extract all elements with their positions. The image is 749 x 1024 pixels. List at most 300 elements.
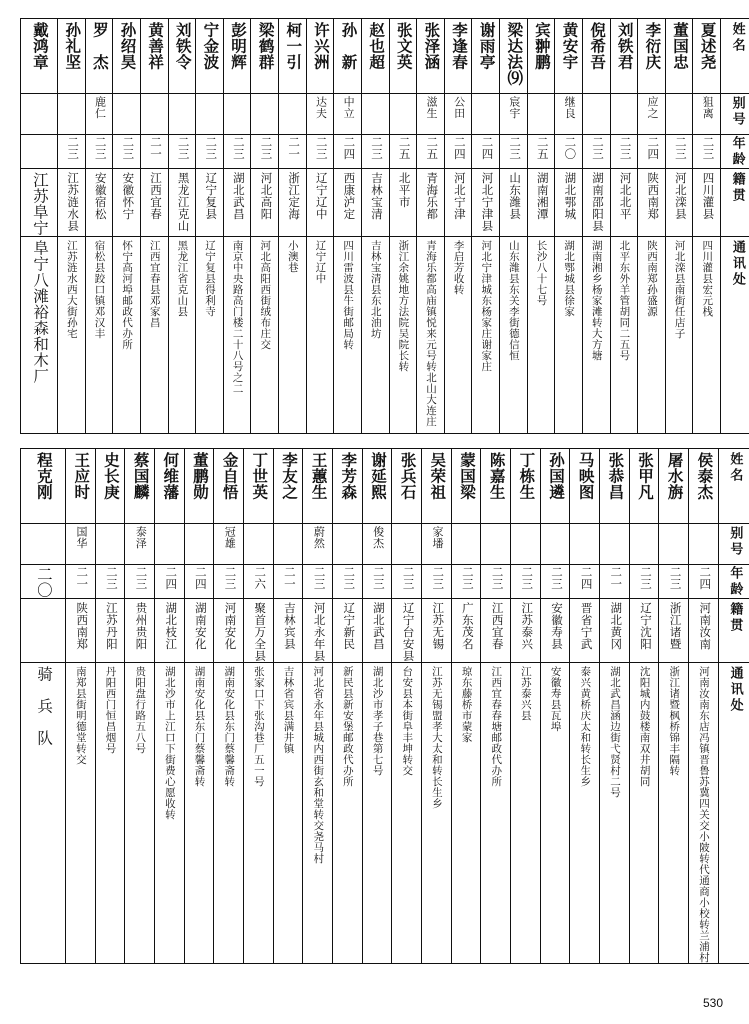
roster-cell-alias: [481, 524, 511, 565]
roster-cell-origin: [362, 599, 392, 663]
roster-cell-age: [155, 565, 185, 599]
roster-cell-origin: [273, 599, 303, 663]
roster-cell-origin: [511, 599, 541, 663]
roster-table-1: [20, 18, 749, 434]
roster-origin-text: 吉林宾县: [282, 602, 295, 650]
roster-name-text: 蔡国麟: [131, 452, 149, 500]
roster-row-origin: [21, 599, 749, 663]
roster-cell-alias: [303, 524, 333, 565]
roster-cell-name: [600, 449, 630, 524]
roster-cell-origin: [444, 169, 472, 237]
roster-address-text: 江苏涟水西大街孙宅: [65, 240, 77, 339]
roster-cell-address: [113, 237, 141, 434]
roster-origin-text: 山东潍县: [508, 172, 521, 220]
roster-cell-age: [444, 135, 472, 169]
roster-cell-age: [472, 135, 500, 169]
roster-cell-address: [279, 237, 307, 434]
roster-cell-origin: [610, 169, 638, 237]
roster-cell-age: [422, 565, 452, 599]
roster-origin-text: 湖北鄂城: [563, 172, 576, 220]
roster-origin-text: 河北滦县: [673, 172, 686, 220]
roster-cell-alias: [273, 524, 303, 565]
roster-age-text: 二三: [668, 566, 681, 590]
column-header-label: 年龄: [730, 136, 746, 168]
roster-address-text: 青海乐都高庙镇悦来元号转北山大连庄: [424, 240, 436, 427]
roster-cell-address: [244, 663, 274, 964]
roster-age-text: 二三: [223, 566, 236, 590]
roster-cell-age: [451, 565, 481, 599]
roster-name-text: 马映图: [576, 452, 594, 500]
roster-cell-address: [500, 237, 528, 434]
roster-address-text: 河北宁津城东杨家庄谢家庄: [480, 240, 492, 372]
roster-cell-origin: [214, 599, 244, 663]
roster-cell-name: [659, 449, 689, 524]
roster-cell-origin: [638, 169, 666, 237]
roster-cell-alias: [689, 524, 719, 565]
roster-name-text: 张文英: [394, 22, 412, 70]
roster-cell-name: [113, 19, 141, 94]
roster-cell-alias: [417, 94, 445, 135]
roster-cell-address: [481, 663, 511, 964]
roster-origin-text: 江苏丹阳: [104, 602, 117, 650]
column-header-label: 别号: [728, 526, 744, 558]
roster-address-text: 怀宁高河埠邮政代办所: [121, 240, 133, 350]
roster-cell-age: [334, 135, 362, 169]
roster-address-text: 浙江诸暨枫桥锦丰隔转: [668, 666, 680, 776]
roster-name-text: 许兴洲: [311, 22, 329, 70]
roster-age-text: 二三: [701, 136, 714, 160]
roster-cell-address: [527, 237, 555, 434]
roster-age-text: 二三: [204, 136, 217, 160]
roster-origin-text: 湖北武昌: [371, 602, 384, 650]
roster-cell-name: [392, 449, 422, 524]
roster-cell-address: [273, 663, 303, 964]
roster-alias-text: 滋生: [425, 96, 438, 119]
roster-cell-address: [184, 663, 214, 964]
roster-cell-name: [214, 449, 244, 524]
roster-row-alias: [21, 94, 749, 135]
roster-name-text: 何维藩: [161, 452, 179, 500]
roster-origin-text: 湖北黄冈: [609, 602, 622, 650]
roster-address-text: 吉林省宾县满井镇: [282, 666, 294, 754]
roster-address-text: 河南汝南东店冯镇晋鲁苏冀四关交小陂转代通商小校转兰浦村: [697, 666, 709, 963]
roster-origin-text: 广东茂名: [460, 602, 473, 650]
roster-name-text: 李衍庆: [643, 22, 661, 70]
roster-cell-address: [555, 237, 583, 434]
roster-cell-origin: [244, 599, 274, 663]
column-header-age: [718, 565, 749, 599]
roster-name-text: 孙 新: [339, 22, 357, 70]
roster-cell-origin: [555, 169, 583, 237]
roster-cell-alias: [570, 524, 600, 565]
roster-cell-age: [21, 135, 58, 169]
roster-cell-age: [21, 565, 66, 599]
roster-row-address: [21, 237, 749, 434]
roster-name-text: 董国忠: [670, 22, 688, 70]
roster-address-text: 李启芳收转: [452, 240, 464, 295]
roster-name-text: 丁栋生: [517, 452, 535, 500]
roster-cell-age: [600, 565, 630, 599]
roster-name-text: 金自悟: [220, 452, 238, 500]
roster-cell-alias: [540, 524, 570, 565]
roster-cell-name: [389, 19, 417, 94]
roster-alias-text: 狙离: [701, 96, 714, 119]
roster-cell-name: [472, 19, 500, 94]
roster-cell-alias: [184, 524, 214, 565]
roster-origin-text: 辽宁辽中: [314, 172, 327, 220]
column-header-label: 通讯处: [730, 240, 746, 288]
roster-name-text: 罗 杰: [90, 22, 108, 70]
roster-cell-age: [540, 565, 570, 599]
roster-address-text: 张家口下张沟巷厂五一号: [252, 666, 264, 787]
column-header-alias: [718, 524, 749, 565]
roster-age-text: 二三: [508, 136, 521, 160]
roster-address-text: 新民县新安堡邮政代办所: [341, 666, 353, 787]
roster-cell-name: [638, 19, 666, 94]
roster-cell-name: [500, 19, 528, 94]
roster-cell-address: [582, 237, 610, 434]
roster-cell-alias: [665, 94, 693, 135]
roster-age-text: 二三: [638, 566, 651, 590]
roster-alias-text: 俊杰: [371, 526, 384, 549]
roster-cell-address: [168, 237, 196, 434]
roster-cell-origin: [570, 599, 600, 663]
roster-cell-address: [362, 663, 392, 964]
roster-name-text: 夏述尧: [698, 22, 716, 70]
roster-age-text: 二三: [314, 136, 327, 160]
column-header-origin: [721, 169, 749, 237]
roster-address-text: 吉林宝清县东北油坊: [369, 240, 381, 339]
roster-origin-text: 安徽寿县: [549, 602, 562, 650]
roster-origin-text: 浙江定海: [287, 172, 300, 220]
roster-cell-alias: [555, 94, 583, 135]
roster-address-text: 湖北鄂城县徐家: [563, 240, 575, 317]
roster-cell-age: [629, 565, 659, 599]
roster-origin-text: 贵州贵阳: [134, 602, 147, 650]
roster-cell-name: [66, 449, 96, 524]
roster-cell-origin: [629, 599, 659, 663]
roster-cell-alias: [95, 524, 125, 565]
roster-cell-alias: [361, 94, 389, 135]
roster-cell-age: [125, 565, 155, 599]
column-header-label: 姓名: [730, 22, 746, 54]
roster-origin-text: 湖南安化: [193, 602, 206, 650]
roster-age-text: 二四: [193, 566, 206, 590]
roster-alias-text: 家墦: [431, 526, 443, 549]
roster-name-text: 张甲凡: [636, 452, 653, 500]
roster-name-text: 梁鹤群: [256, 22, 274, 70]
roster-address-text: 辽宁复县得利寺: [203, 240, 215, 317]
roster-cell-age: [555, 135, 583, 169]
roster-cell-address: [196, 237, 224, 434]
roster-name-text: 黄善祥: [146, 22, 164, 70]
roster-cell-origin: [279, 169, 307, 237]
roster-origin-text: 江西宜春: [490, 602, 503, 650]
roster-address-text: 江西宜春春塘邮政代办所: [490, 666, 502, 787]
roster-origin-text: 河北宁津县: [480, 172, 493, 232]
roster-cell-alias: [629, 524, 659, 565]
roster-origin-text: 河北高阳: [259, 172, 272, 220]
roster-age-text: 二四: [480, 136, 493, 160]
roster-cell-age: [659, 565, 689, 599]
roster-cell-address: [306, 237, 334, 434]
roster-name-text: 梁达法⑼: [505, 22, 523, 86]
roster-address-text: 辽宁辽中: [314, 240, 326, 284]
roster-age-text: 二五: [535, 136, 548, 160]
roster-origin-text: 四川灌县: [701, 172, 714, 220]
roster-cell-age: [610, 135, 638, 169]
roster-cell-name: [95, 449, 125, 524]
roster-cell-alias: [472, 94, 500, 135]
roster-cell-address: [511, 663, 541, 964]
roster-cell-address: [540, 663, 570, 964]
roster-age-text: 二五: [425, 136, 438, 160]
roster-origin-text: 浙江诸暨: [668, 602, 681, 650]
roster-address-text: 江西宜春县邓家昌: [148, 240, 160, 328]
roster-cell-alias: [511, 524, 541, 565]
roster-cell-age: [214, 565, 244, 599]
roster-cell-address: [659, 663, 689, 964]
roster-cell-alias: [223, 94, 251, 135]
roster-cell-age: [361, 135, 389, 169]
roster-cell-name: [273, 449, 303, 524]
roster-address-text: 浙江余姚地方法院吴院长转: [397, 240, 409, 372]
roster-cell-name: [306, 19, 334, 94]
roster-row-name: [21, 19, 749, 94]
roster-origin-text: 辽宁新民: [342, 602, 355, 650]
roster-cell-address: [444, 237, 472, 434]
roster-cell-address: [422, 663, 452, 964]
roster-origin-text: 江苏阜宁: [30, 172, 48, 236]
roster-name-text: 张兵石: [398, 452, 416, 500]
roster-address-text: 江苏无锡盟孝大太和转长生乡: [430, 666, 442, 809]
roster-cell-name: [610, 19, 638, 94]
roster-cell-origin: [140, 169, 168, 237]
roster-cell-origin: [196, 169, 224, 237]
roster-row-age: [21, 135, 749, 169]
roster-cell-alias: [21, 94, 58, 135]
roster-cell-address: [334, 237, 362, 434]
roster-origin-text: 湖南湘潭: [535, 172, 548, 220]
roster-age-text: 二三: [93, 136, 106, 160]
roster-row-address: [21, 663, 749, 964]
roster-name-text: 戴鸿章: [30, 22, 48, 70]
roster-alias-text: 公田: [452, 96, 465, 119]
roster-cell-age: [113, 135, 141, 169]
roster-address-text: 琼东藤桥市蒙家: [460, 666, 472, 743]
roster-cell-name: [540, 449, 570, 524]
roster-cell-origin: [361, 169, 389, 237]
roster-alias-text: 泰泽: [134, 526, 147, 549]
roster-address-text: 四川灌县宏元栈: [701, 240, 713, 317]
roster-cell-address: [214, 663, 244, 964]
roster-name-text: 孙国遴: [546, 452, 564, 500]
roster-origin-text: 河北永年县: [312, 602, 325, 662]
roster-address-text: 小澳巷: [286, 240, 298, 273]
roster-cell-origin: [417, 169, 445, 237]
roster-origin-text: 江苏涟水县: [66, 172, 79, 232]
column-header-address: [718, 663, 749, 964]
roster-cell-address: [665, 237, 693, 434]
roster-name-text: 张恭昌: [606, 452, 624, 500]
roster-cell-name: [244, 449, 274, 524]
roster-origin-text: 江西宜春: [149, 172, 162, 220]
roster-cell-age: [223, 135, 251, 169]
roster-address-text: 山东潍县东关李街德信恒: [507, 240, 519, 361]
roster-age-text: 二三: [591, 136, 604, 160]
roster-age-text: 二一: [287, 136, 300, 160]
roster-origin-text: 河南安化: [223, 602, 236, 650]
roster-cell-age: [184, 565, 214, 599]
column-header-label: 籍贯: [730, 172, 746, 204]
roster-cell-alias: [251, 94, 279, 135]
column-header-label: 姓名: [728, 452, 744, 484]
roster-age-text: 二三: [401, 566, 414, 590]
roster-origin-text: 吉林宝清: [370, 172, 383, 220]
roster-row-name: [21, 449, 749, 524]
roster-cell-name: [21, 19, 58, 94]
roster-alias-text: 蔚然: [312, 526, 325, 549]
roster-name-text: 屠水旃: [665, 452, 683, 500]
roster-cell-alias: [21, 524, 66, 565]
roster-cell-age: [481, 565, 511, 599]
roster-cell-origin: [95, 599, 125, 663]
roster-cell-alias: [66, 524, 96, 565]
roster-row-age: [21, 565, 749, 599]
roster-cell-address: [66, 663, 96, 964]
roster-cell-name: [693, 19, 721, 94]
roster-cell-age: [582, 135, 610, 169]
roster-cell-alias: [334, 94, 362, 135]
roster-cell-age: [279, 135, 307, 169]
roster-row-origin: [21, 169, 749, 237]
roster-name-text: 孙绍昊: [118, 22, 136, 70]
roster-origin-text: 辽宁沈阳: [638, 602, 651, 650]
roster-address-text: 河北省永年县城内西街玄和堂转交尧马村: [312, 666, 324, 864]
roster-address-text: 台安县本街阜丰坤转交: [401, 666, 413, 776]
roster-address-text: 南郑县街明德堂转交: [74, 666, 86, 765]
roster-cell-name: [334, 19, 362, 94]
roster-origin-text: 晋省宁武: [579, 602, 592, 650]
roster-age-text: 二三: [312, 566, 325, 590]
roster-name-text: 董鹏勋: [190, 452, 208, 500]
roster-address-text: 黑龙江省克山县: [176, 240, 188, 317]
roster-cell-alias: [85, 94, 113, 135]
roster-age-text: 二四: [698, 566, 711, 590]
roster-address-text: 泰兴黄桥庆太和转长生乡: [579, 666, 591, 787]
roster-cell-name: [629, 449, 659, 524]
roster-origin-text: 聚首万全县: [253, 602, 266, 662]
roster-cell-origin: [451, 599, 481, 663]
roster-name-text: 李芳森: [339, 452, 357, 500]
roster-alias-text: 宸宇: [507, 96, 520, 119]
roster-cell-address: [85, 237, 113, 434]
roster-cell-address: [610, 237, 638, 434]
roster-cell-name: [279, 19, 307, 94]
roster-cell-origin: [85, 169, 113, 237]
roster-cell-name: [303, 449, 333, 524]
column-header-name: [721, 19, 749, 94]
roster-cell-address: [21, 237, 58, 434]
roster-cell-name: [689, 449, 719, 524]
roster-cell-origin: [500, 169, 528, 237]
roster-cell-origin: [21, 169, 58, 237]
roster-cell-address: [21, 663, 66, 964]
roster-cell-name: [168, 19, 196, 94]
roster-cell-name: [223, 19, 251, 94]
roster-name-text: 刘铁君: [615, 22, 633, 70]
roster-origin-text: 江苏泰兴: [520, 602, 533, 650]
roster-cell-name: [582, 19, 610, 94]
roster-age-text: 二四: [164, 566, 177, 590]
roster-name-text: 侯泰杰: [695, 452, 713, 500]
roster-cell-address: [58, 237, 86, 434]
roster-row-alias: [21, 524, 749, 565]
roster-cell-age: [570, 565, 600, 599]
roster-age-text: 二三: [66, 136, 79, 160]
roster-age-text: 二一: [609, 566, 622, 590]
roster-address-text: 长沙八十七号: [535, 240, 547, 306]
roster-cell-alias: [582, 94, 610, 135]
roster-alias-text: 达夫: [314, 96, 327, 119]
roster-origin-text: 西康泸定: [342, 172, 355, 220]
roster-cell-alias: [244, 524, 274, 565]
roster-cell-name: [155, 449, 185, 524]
roster-cell-address: [140, 237, 168, 434]
roster-address-text: 四川雷波县牛街邮局转: [342, 240, 354, 350]
roster-address-text: 河北高阳西街绒布庄交: [259, 240, 271, 350]
roster-cell-name: [196, 19, 224, 94]
roster-age-text: 二三: [231, 136, 244, 160]
roster-age-text: 二〇: [563, 136, 576, 160]
roster-address-text: 湖北沙市上江口下街费心愿收转: [163, 666, 175, 820]
roster-origin-text: 安徽怀宁: [121, 172, 134, 220]
roster-origin-text: 青海乐都: [425, 172, 438, 220]
roster-address-text: 河北滦县南街任店子: [673, 240, 685, 339]
roster-name-text: 谢延熙: [368, 452, 386, 500]
roster-cell-age: [306, 135, 334, 169]
roster-cell-origin: [66, 599, 96, 663]
roster-cell-address: [600, 663, 630, 964]
roster-address-text: 南京中央路高门楼二十八号之二: [231, 240, 243, 394]
roster-cell-age: [500, 135, 528, 169]
roster-cell-origin: [422, 599, 452, 663]
roster-cell-origin: [665, 169, 693, 237]
roster-address-text: 骑 兵 队: [35, 666, 53, 746]
roster-cell-age: [66, 565, 96, 599]
roster-cell-origin: [481, 599, 511, 663]
roster-name-text: 李逢春: [449, 22, 467, 70]
roster-origin-text: 江苏无锡: [431, 602, 444, 650]
roster-name-text: 孙礼坚: [63, 22, 81, 70]
roster-cell-name: [333, 449, 363, 524]
column-header-label: 籍贯: [728, 602, 744, 634]
roster-cell-name: [481, 449, 511, 524]
roster-cell-alias: [362, 524, 392, 565]
roster-address-text: 湖南湘乡杨家滩转大方塘: [590, 240, 602, 361]
roster-cell-alias: [196, 94, 224, 135]
roster-cell-age: [85, 135, 113, 169]
roster-name-text: 柯一引: [284, 22, 302, 70]
column-header-origin: [718, 599, 749, 663]
roster-address-text: 北平东外羊管胡同二五号: [618, 240, 630, 361]
roster-cell-name: [362, 449, 392, 524]
roster-alias-text: 应之: [646, 96, 659, 119]
roster-address-text: 湖南安化县东门蔡馨斋转: [223, 666, 235, 787]
roster-origin-text: 陕西南郑: [646, 172, 659, 220]
roster-age-text: 二三: [121, 136, 134, 160]
roster-cell-origin: [333, 599, 363, 663]
